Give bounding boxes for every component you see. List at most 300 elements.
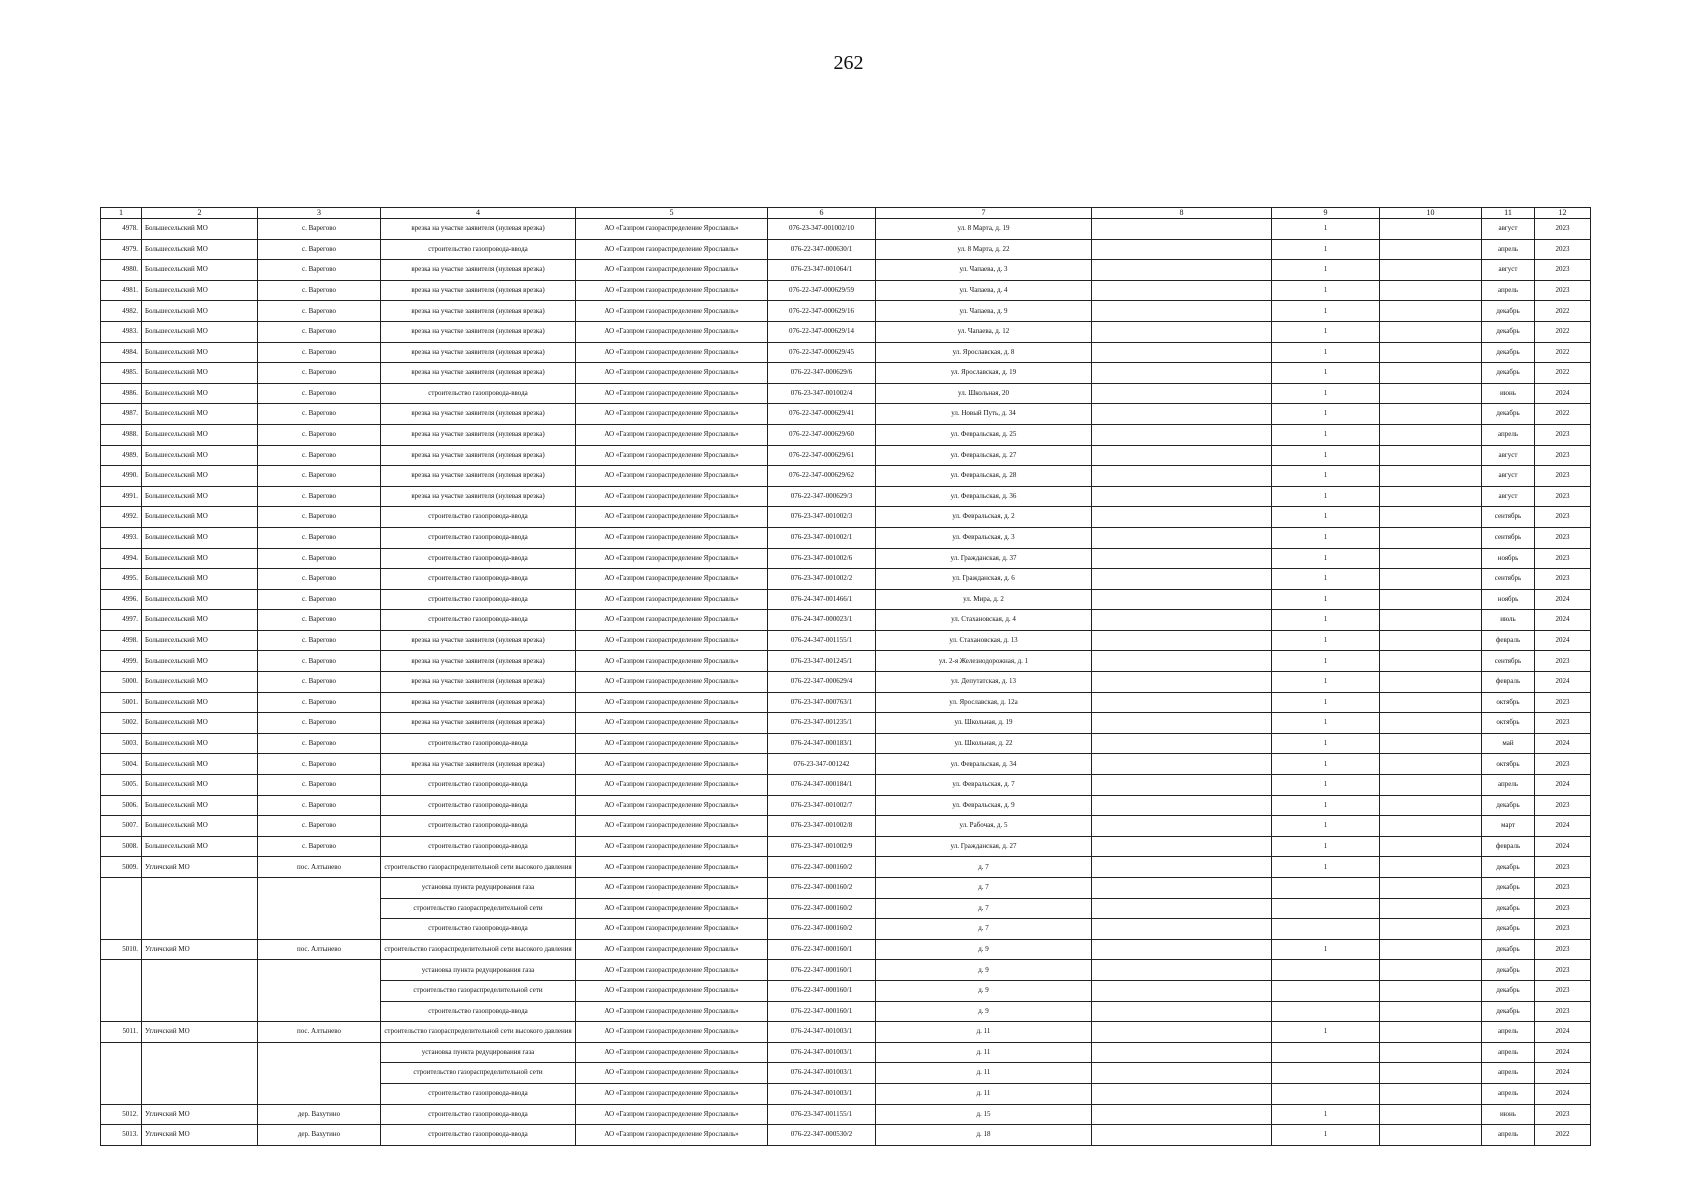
settlement-cell: пос. Алтынево bbox=[258, 1022, 381, 1043]
organization-cell: АО «Газпром газораспределение Ярославль» bbox=[576, 878, 768, 899]
quantity-cell: 1 bbox=[1272, 548, 1380, 569]
application-code-cell: 076-22-347-000160/2 bbox=[768, 919, 876, 940]
organization-cell: АО «Газпром газораспределение Ярославль» bbox=[576, 569, 768, 590]
year-cell: 2023 bbox=[1535, 754, 1591, 775]
work-type-cell: строительство газопровода-ввода bbox=[381, 610, 576, 631]
address-cell: ул. Февральская, д. 34 bbox=[876, 754, 1092, 775]
settlement-cell bbox=[258, 1001, 381, 1022]
column-8-cell bbox=[1092, 857, 1272, 878]
quantity-cell: 1 bbox=[1272, 424, 1380, 445]
municipality-cell: Большесельский МО bbox=[142, 280, 258, 301]
year-cell: 2023 bbox=[1535, 569, 1591, 590]
settlement-cell: дер. Вахутино bbox=[258, 1104, 381, 1125]
year-cell: 2023 bbox=[1535, 1001, 1591, 1022]
year-cell: 2022 bbox=[1535, 1125, 1591, 1146]
column-10-cell bbox=[1380, 775, 1482, 796]
quantity-cell: 1 bbox=[1272, 445, 1380, 466]
column-8-cell bbox=[1092, 775, 1272, 796]
column-8-cell bbox=[1092, 548, 1272, 569]
organization-cell: АО «Газпром газораспределение Ярославль» bbox=[576, 466, 768, 487]
work-type-cell: врезка на участке заявителя (нулевая врезка) bbox=[381, 301, 576, 322]
municipality-cell: Большесельский МО bbox=[142, 692, 258, 713]
address-cell: ул. Ярославская, д. 19 bbox=[876, 363, 1092, 384]
column-10-cell bbox=[1380, 569, 1482, 590]
work-type-cell: строительство газопровода-ввода bbox=[381, 239, 576, 260]
address-cell: ул. Чапаева, д. 3 bbox=[876, 260, 1092, 281]
municipality-cell: Угличский МО bbox=[142, 1125, 258, 1146]
application-code-cell: 076-23-347-001155/1 bbox=[768, 1104, 876, 1125]
table-row bbox=[101, 836, 1591, 857]
settlement-cell: с. Варегово bbox=[258, 527, 381, 548]
row-number-cell: 4989. bbox=[101, 445, 142, 466]
column-8-cell bbox=[1092, 466, 1272, 487]
month-cell: декабрь bbox=[1482, 878, 1535, 899]
municipality-cell: Большесельский МО bbox=[142, 548, 258, 569]
municipality-cell: Большесельский МО bbox=[142, 301, 258, 322]
settlement-cell: с. Варегово bbox=[258, 754, 381, 775]
table-row bbox=[101, 1042, 1591, 1063]
month-cell: сентябрь bbox=[1482, 569, 1535, 590]
table-row bbox=[101, 857, 1591, 878]
column-10-cell bbox=[1380, 321, 1482, 342]
column-8-cell bbox=[1092, 836, 1272, 857]
work-type-cell: врезка на участке заявителя (нулевая врезка) bbox=[381, 424, 576, 445]
settlement-cell: с. Варегово bbox=[258, 486, 381, 507]
quantity-cell: 1 bbox=[1272, 280, 1380, 301]
table-row bbox=[101, 672, 1591, 693]
row-number-cell: 4984. bbox=[101, 342, 142, 363]
column-8-cell bbox=[1092, 404, 1272, 425]
column-8-cell bbox=[1092, 1022, 1272, 1043]
address-cell: ул. 8 Марта, д. 19 bbox=[876, 219, 1092, 240]
settlement-cell: с. Варегово bbox=[258, 816, 381, 837]
month-cell: декабрь bbox=[1482, 1001, 1535, 1022]
month-cell: октябрь bbox=[1482, 754, 1535, 775]
municipality-cell: Большесельский МО bbox=[142, 219, 258, 240]
column-number: 8 bbox=[1092, 208, 1272, 219]
column-10-cell bbox=[1380, 651, 1482, 672]
register-table bbox=[100, 207, 1591, 1146]
row-number-cell: 4988. bbox=[101, 424, 142, 445]
column-8-cell bbox=[1092, 1083, 1272, 1104]
organization-cell: АО «Газпром газораспределение Ярославль» bbox=[576, 1001, 768, 1022]
settlement-cell: с. Варегово bbox=[258, 733, 381, 754]
municipality-cell: Большесельский МО bbox=[142, 651, 258, 672]
application-code-cell: 076-24-347-001003/1 bbox=[768, 1042, 876, 1063]
row-number-cell: 4985. bbox=[101, 363, 142, 384]
settlement-cell bbox=[258, 1042, 381, 1063]
column-8-cell bbox=[1092, 445, 1272, 466]
organization-cell: АО «Газпром газораспределение Ярославль» bbox=[576, 960, 768, 981]
column-10-cell bbox=[1380, 1083, 1482, 1104]
work-type-cell: врезка на участке заявителя (нулевая врезка) bbox=[381, 754, 576, 775]
row-number-cell: 4978. bbox=[101, 219, 142, 240]
settlement-cell: с. Варегово bbox=[258, 795, 381, 816]
address-cell: ул. Гражданская, д. 37 bbox=[876, 548, 1092, 569]
organization-cell: АО «Газпром газораспределение Ярославль» bbox=[576, 630, 768, 651]
work-type-cell: строительство газопровода-ввода bbox=[381, 569, 576, 590]
quantity-cell bbox=[1272, 878, 1380, 899]
settlement-cell: с. Варегово bbox=[258, 651, 381, 672]
month-cell: ноябрь bbox=[1482, 589, 1535, 610]
organization-cell: АО «Газпром газораспределение Ярославль» bbox=[576, 383, 768, 404]
quantity-cell: 1 bbox=[1272, 507, 1380, 528]
column-8-cell bbox=[1092, 960, 1272, 981]
month-cell: август bbox=[1482, 486, 1535, 507]
municipality-cell bbox=[142, 898, 258, 919]
year-cell: 2024 bbox=[1535, 1022, 1591, 1043]
month-cell: декабрь bbox=[1482, 404, 1535, 425]
month-cell: декабрь bbox=[1482, 795, 1535, 816]
column-8-cell bbox=[1092, 1125, 1272, 1146]
month-cell: июнь bbox=[1482, 383, 1535, 404]
application-code-cell: 076-22-347-000629/45 bbox=[768, 342, 876, 363]
organization-cell: АО «Газпром газораспределение Ярославль» bbox=[576, 239, 768, 260]
column-10-cell bbox=[1380, 342, 1482, 363]
column-10-cell bbox=[1380, 816, 1482, 837]
column-number-row bbox=[101, 208, 1591, 219]
address-cell: ул. Февральская, д. 3 bbox=[876, 527, 1092, 548]
quantity-cell: 1 bbox=[1272, 527, 1380, 548]
column-number: 10 bbox=[1380, 208, 1482, 219]
application-code-cell: 076-22-347-000629/60 bbox=[768, 424, 876, 445]
table-row bbox=[101, 569, 1591, 590]
column-8-cell bbox=[1092, 1063, 1272, 1084]
application-code-cell: 076-23-347-001235/1 bbox=[768, 713, 876, 734]
application-code-cell: 076-23-347-001002/1 bbox=[768, 527, 876, 548]
column-10-cell bbox=[1380, 754, 1482, 775]
row-number-cell: 4979. bbox=[101, 239, 142, 260]
month-cell: октябрь bbox=[1482, 713, 1535, 734]
year-cell: 2023 bbox=[1535, 219, 1591, 240]
quantity-cell: 1 bbox=[1272, 569, 1380, 590]
application-code-cell: 076-24-347-000184/1 bbox=[768, 775, 876, 796]
column-number: 12 bbox=[1535, 208, 1591, 219]
settlement-cell bbox=[258, 898, 381, 919]
column-10-cell bbox=[1380, 857, 1482, 878]
column-8-cell bbox=[1092, 321, 1272, 342]
month-cell: август bbox=[1482, 260, 1535, 281]
address-cell: ул. Февральская, д. 25 bbox=[876, 424, 1092, 445]
row-number-cell: 5003. bbox=[101, 733, 142, 754]
address-cell: ул. Новый Путь, д. 34 bbox=[876, 404, 1092, 425]
municipality-cell: Большесельский МО bbox=[142, 342, 258, 363]
work-type-cell: врезка на участке заявителя (нулевая врезка) bbox=[381, 404, 576, 425]
quantity-cell: 1 bbox=[1272, 1022, 1380, 1043]
settlement-cell: с. Варегово bbox=[258, 610, 381, 631]
month-cell: декабрь bbox=[1482, 301, 1535, 322]
column-10-cell bbox=[1380, 960, 1482, 981]
column-10-cell bbox=[1380, 589, 1482, 610]
address-cell: д. 9 bbox=[876, 960, 1092, 981]
settlement-cell bbox=[258, 919, 381, 940]
organization-cell: АО «Газпром газораспределение Ярославль» bbox=[576, 1104, 768, 1125]
address-cell: ул. Гражданская, д. 6 bbox=[876, 569, 1092, 590]
work-type-cell: установка пункта редуцирования газа bbox=[381, 1042, 576, 1063]
organization-cell: АО «Газпром газораспределение Ярославль» bbox=[576, 857, 768, 878]
table-row bbox=[101, 507, 1591, 528]
table-row bbox=[101, 363, 1591, 384]
municipality-cell: Большесельский МО bbox=[142, 404, 258, 425]
column-8-cell bbox=[1092, 919, 1272, 940]
application-code-cell: 076-23-347-001245/1 bbox=[768, 651, 876, 672]
address-cell: ул. Чапаева, д. 4 bbox=[876, 280, 1092, 301]
year-cell: 2023 bbox=[1535, 692, 1591, 713]
address-cell: д. 9 bbox=[876, 939, 1092, 960]
municipality-cell: Угличский МО bbox=[142, 1104, 258, 1125]
row-number-cell: 5009. bbox=[101, 857, 142, 878]
address-cell: ул. 2-я Железнодорожная, д. 1 bbox=[876, 651, 1092, 672]
municipality-cell: Большесельский МО bbox=[142, 713, 258, 734]
application-code-cell: 076-22-347-000160/2 bbox=[768, 878, 876, 899]
year-cell: 2022 bbox=[1535, 342, 1591, 363]
organization-cell: АО «Газпром газораспределение Ярославль» bbox=[576, 1125, 768, 1146]
year-cell: 2024 bbox=[1535, 775, 1591, 796]
quantity-cell: 1 bbox=[1272, 383, 1380, 404]
month-cell: декабрь bbox=[1482, 857, 1535, 878]
month-cell: апрель bbox=[1482, 1125, 1535, 1146]
work-type-cell: строительство газопровода-ввода bbox=[381, 836, 576, 857]
municipality-cell bbox=[142, 1001, 258, 1022]
year-cell: 2022 bbox=[1535, 363, 1591, 384]
settlement-cell: с. Варегово bbox=[258, 692, 381, 713]
column-8-cell bbox=[1092, 363, 1272, 384]
quantity-cell: 1 bbox=[1272, 342, 1380, 363]
column-10-cell bbox=[1380, 219, 1482, 240]
table-row bbox=[101, 383, 1591, 404]
work-type-cell: строительство газопровода-ввода bbox=[381, 1104, 576, 1125]
municipality-cell: Большесельский МО bbox=[142, 795, 258, 816]
address-cell: ул. Школьная, д. 19 bbox=[876, 713, 1092, 734]
address-cell: д. 11 bbox=[876, 1083, 1092, 1104]
year-cell: 2023 bbox=[1535, 548, 1591, 569]
application-code-cell: 076-22-347-000630/1 bbox=[768, 239, 876, 260]
municipality-cell: Большесельский МО bbox=[142, 672, 258, 693]
quantity-cell: 1 bbox=[1272, 733, 1380, 754]
organization-cell: АО «Газпром газораспределение Ярославль» bbox=[576, 219, 768, 240]
row-number-cell: 5007. bbox=[101, 816, 142, 837]
month-cell: ноябрь bbox=[1482, 548, 1535, 569]
table-row bbox=[101, 1125, 1591, 1146]
work-type-cell: строительство газораспределительной сети bbox=[381, 980, 576, 1001]
application-code-cell: 076-23-347-001002/10 bbox=[768, 219, 876, 240]
year-cell: 2023 bbox=[1535, 424, 1591, 445]
column-10-cell bbox=[1380, 383, 1482, 404]
year-cell: 2023 bbox=[1535, 980, 1591, 1001]
column-8-cell bbox=[1092, 239, 1272, 260]
quantity-cell: 1 bbox=[1272, 301, 1380, 322]
column-10-cell bbox=[1380, 301, 1482, 322]
municipality-cell: Большесельский МО bbox=[142, 424, 258, 445]
application-code-cell: 076-22-347-000629/59 bbox=[768, 280, 876, 301]
application-code-cell: 076-23-347-001002/3 bbox=[768, 507, 876, 528]
quantity-cell: 1 bbox=[1272, 857, 1380, 878]
address-cell: ул. Рабочая, д. 5 bbox=[876, 816, 1092, 837]
municipality-cell: Большесельский МО bbox=[142, 363, 258, 384]
column-8-cell bbox=[1092, 383, 1272, 404]
row-number-cell: 4997. bbox=[101, 610, 142, 631]
column-8-cell bbox=[1092, 692, 1272, 713]
quantity-cell: 1 bbox=[1272, 816, 1380, 837]
column-8-cell bbox=[1092, 219, 1272, 240]
row-number-cell bbox=[101, 1042, 142, 1063]
year-cell: 2024 bbox=[1535, 672, 1591, 693]
application-code-cell: 076-23-347-001002/4 bbox=[768, 383, 876, 404]
column-10-cell bbox=[1380, 1001, 1482, 1022]
row-number-cell: 4986. bbox=[101, 383, 142, 404]
row-number-cell: 5002. bbox=[101, 713, 142, 734]
quantity-cell: 1 bbox=[1272, 610, 1380, 631]
month-cell: апрель bbox=[1482, 1022, 1535, 1043]
table-row bbox=[101, 980, 1591, 1001]
settlement-cell: с. Варегово bbox=[258, 589, 381, 610]
table-row bbox=[101, 239, 1591, 260]
application-code-cell: 076-22-347-000629/14 bbox=[768, 321, 876, 342]
column-10-cell bbox=[1380, 795, 1482, 816]
address-cell: ул. Февральская, д. 7 bbox=[876, 775, 1092, 796]
application-code-cell: 076-23-347-001002/9 bbox=[768, 836, 876, 857]
application-code-cell: 076-24-347-000183/1 bbox=[768, 733, 876, 754]
column-10-cell bbox=[1380, 1063, 1482, 1084]
column-number: 2 bbox=[142, 208, 258, 219]
application-code-cell: 076-22-347-000629/16 bbox=[768, 301, 876, 322]
column-10-cell bbox=[1380, 672, 1482, 693]
address-cell: д. 7 bbox=[876, 919, 1092, 940]
quantity-cell: 1 bbox=[1272, 239, 1380, 260]
column-10-cell bbox=[1380, 898, 1482, 919]
settlement-cell: с. Варегово bbox=[258, 775, 381, 796]
municipality-cell: Большесельский МО bbox=[142, 466, 258, 487]
organization-cell: АО «Газпром газораспределение Ярославль» bbox=[576, 301, 768, 322]
year-cell: 2024 bbox=[1535, 1083, 1591, 1104]
table-row bbox=[101, 445, 1591, 466]
year-cell: 2023 bbox=[1535, 651, 1591, 672]
settlement-cell bbox=[258, 1083, 381, 1104]
organization-cell: АО «Газпром газораспределение Ярославль» bbox=[576, 919, 768, 940]
application-code-cell: 076-23-347-001002/2 bbox=[768, 569, 876, 590]
work-type-cell: врезка на участке заявителя (нулевая врезка) bbox=[381, 321, 576, 342]
work-type-cell: строительство газопровода-ввода bbox=[381, 775, 576, 796]
work-type-cell: строительство газопровода-ввода bbox=[381, 919, 576, 940]
year-cell: 2023 bbox=[1535, 466, 1591, 487]
table-row bbox=[101, 342, 1591, 363]
municipality-cell bbox=[142, 980, 258, 1001]
settlement-cell: с. Варегово bbox=[258, 569, 381, 590]
application-code-cell: 076-22-347-000629/61 bbox=[768, 445, 876, 466]
column-8-cell bbox=[1092, 486, 1272, 507]
settlement-cell: с. Варегово bbox=[258, 445, 381, 466]
address-cell: д. 9 bbox=[876, 1001, 1092, 1022]
municipality-cell: Большесельский МО bbox=[142, 836, 258, 857]
column-10-cell bbox=[1380, 280, 1482, 301]
column-10-cell bbox=[1380, 424, 1482, 445]
year-cell: 2023 bbox=[1535, 486, 1591, 507]
settlement-cell bbox=[258, 980, 381, 1001]
settlement-cell: дер. Вахутино bbox=[258, 1125, 381, 1146]
table-row bbox=[101, 960, 1591, 981]
column-10-cell bbox=[1380, 610, 1482, 631]
municipality-cell: Большесельский МО bbox=[142, 445, 258, 466]
quantity-cell: 1 bbox=[1272, 651, 1380, 672]
organization-cell: АО «Газпром газораспределение Ярославль» bbox=[576, 898, 768, 919]
settlement-cell: с. Варегово bbox=[258, 383, 381, 404]
application-code-cell: 076-22-347-000629/41 bbox=[768, 404, 876, 425]
municipality-cell: Большесельский МО bbox=[142, 754, 258, 775]
quantity-cell bbox=[1272, 980, 1380, 1001]
year-cell: 2023 bbox=[1535, 919, 1591, 940]
row-number-cell: 4996. bbox=[101, 589, 142, 610]
settlement-cell: с. Варегово bbox=[258, 363, 381, 384]
work-type-cell: строительство газопровода-ввода bbox=[381, 733, 576, 754]
address-cell: ул. 8 Марта, д. 22 bbox=[876, 239, 1092, 260]
month-cell: октябрь bbox=[1482, 692, 1535, 713]
application-code-cell: 076-23-347-001002/8 bbox=[768, 816, 876, 837]
address-cell: ул. Ярославская, д. 12а bbox=[876, 692, 1092, 713]
column-10-cell bbox=[1380, 548, 1482, 569]
settlement-cell: с. Варегово bbox=[258, 301, 381, 322]
year-cell: 2023 bbox=[1535, 445, 1591, 466]
column-10-cell bbox=[1380, 878, 1482, 899]
work-type-cell: врезка на участке заявителя (нулевая врезка) bbox=[381, 445, 576, 466]
application-code-cell: 076-22-347-000160/1 bbox=[768, 960, 876, 981]
municipality-cell: Большесельский МО bbox=[142, 321, 258, 342]
quantity-cell bbox=[1272, 1001, 1380, 1022]
quantity-cell bbox=[1272, 919, 1380, 940]
column-10-cell bbox=[1380, 1022, 1482, 1043]
column-number: 6 bbox=[768, 208, 876, 219]
column-8-cell bbox=[1092, 507, 1272, 528]
column-8-cell bbox=[1092, 569, 1272, 590]
organization-cell: АО «Газпром газораспределение Ярославль» bbox=[576, 610, 768, 631]
column-10-cell bbox=[1380, 630, 1482, 651]
address-cell: ул. Ярославская, д. 8 bbox=[876, 342, 1092, 363]
year-cell: 2024 bbox=[1535, 836, 1591, 857]
organization-cell: АО «Газпром газораспределение Ярославль» bbox=[576, 527, 768, 548]
year-cell: 2023 bbox=[1535, 795, 1591, 816]
column-10-cell bbox=[1380, 507, 1482, 528]
municipality-cell: Большесельский МО bbox=[142, 733, 258, 754]
column-10-cell bbox=[1380, 486, 1482, 507]
organization-cell: АО «Газпром газораспределение Ярославль» bbox=[576, 404, 768, 425]
column-8-cell bbox=[1092, 1104, 1272, 1125]
municipality-cell bbox=[142, 878, 258, 899]
municipality-cell: Большесельский МО bbox=[142, 527, 258, 548]
year-cell: 2023 bbox=[1535, 239, 1591, 260]
column-number: 4 bbox=[381, 208, 576, 219]
work-type-cell: врезка на участке заявителя (нулевая врезка) bbox=[381, 630, 576, 651]
quantity-cell: 1 bbox=[1272, 321, 1380, 342]
row-number-cell: 5004. bbox=[101, 754, 142, 775]
year-cell: 2023 bbox=[1535, 280, 1591, 301]
work-type-cell: строительство газопровода-ввода bbox=[381, 589, 576, 610]
organization-cell: АО «Газпром газораспределение Ярославль» bbox=[576, 424, 768, 445]
work-type-cell: врезка на участке заявителя (нулевая врезка) bbox=[381, 342, 576, 363]
column-8-cell bbox=[1092, 754, 1272, 775]
application-code-cell: 076-22-347-000160/2 bbox=[768, 898, 876, 919]
table-row bbox=[101, 733, 1591, 754]
municipality-cell: Большесельский МО bbox=[142, 589, 258, 610]
organization-cell: АО «Газпром газораспределение Ярославль» bbox=[576, 754, 768, 775]
quantity-cell: 1 bbox=[1272, 836, 1380, 857]
year-cell: 2023 bbox=[1535, 878, 1591, 899]
row-number-cell: 4982. bbox=[101, 301, 142, 322]
column-number: 11 bbox=[1482, 208, 1535, 219]
month-cell: декабрь bbox=[1482, 342, 1535, 363]
month-cell: апрель bbox=[1482, 280, 1535, 301]
column-10-cell bbox=[1380, 980, 1482, 1001]
column-8-cell bbox=[1092, 527, 1272, 548]
row-number-cell: 4981. bbox=[101, 280, 142, 301]
